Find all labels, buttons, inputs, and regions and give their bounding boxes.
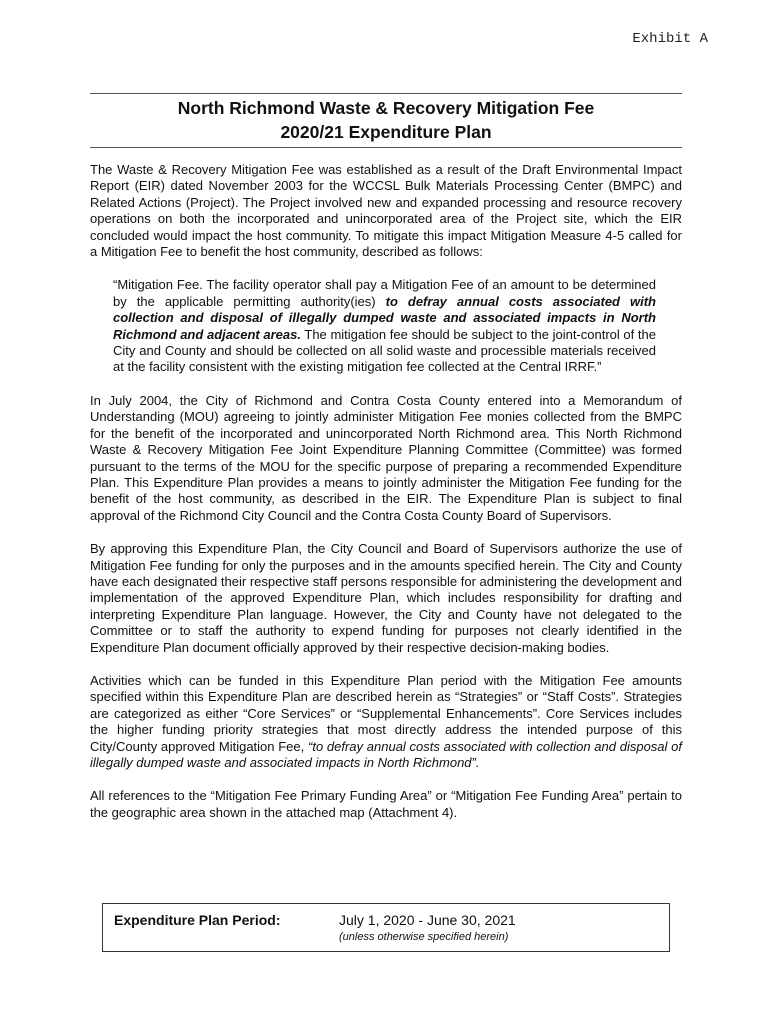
- title-line-2: 2020/21 Expenditure Plan: [280, 122, 492, 142]
- quote-emphasis: to defray annual costs associated with collection and disposal of illegally dumped waste and associated impacts in North Richmond and adjacent areas.: [113, 293, 656, 342]
- quote-text-1: “Mitigation Fee. The facility operator shall pay a Mitigation Fee of an amount to be determined by the applicable permitting authority(ies): [113, 277, 656, 309]
- paragraph-approval: By approving this Expenditure Plan, the City Council and Board of Supervisors authorize the use of Mitigation Fee funding for only the purposes and in the amounts specified herein. The City and County have each designated their respective staff persons responsible for administering the development and implementation of the approved Expenditure Plan, which includes responsibility for drafting and interpreting Expenditure Plan language. However, the City and County have not delegated to the Committee or to staff the authority to expend funding for purposes not clearly identified in the Expenditure Plan document officially approved by their respective decision-making bodies.: [90, 541, 682, 655]
- period-note: (unless otherwise specified herein): [339, 931, 509, 943]
- paragraph-mou: In July 2004, the City of Richmond and Contra Costa County entered into a Memorandum of Understanding (MOU) agreeing to jointly administer Mitigation Fee monies collected from the BMPC for the benefit of the incorporated and unincorporated North Richmond area. This North Richmond Waste & Recovery Mitigation Fee Joint Expenditure Planning Committee (Committee) was formed pursuant to the terms of the MOU for the specific purpose of preparing a recommended Expenditure Plan. This Expenditure Plan provides a means to jointly administer the Mitigation Fee funding for the benefit of the host community, as described in the EIR. The Expenditure Plan is subject to final approval of the Richmond City Council and the Contra Costa County Board of Supervisors.: [90, 392, 682, 523]
- top-rule: [90, 93, 682, 94]
- title-line-1: North Richmond Waste & Recovery Mitigation Fee: [177, 98, 595, 118]
- activities-italic: “to defray annual costs associated with collection and disposal of illegally dumped waste and associated impacts in North Richmond”.: [90, 738, 682, 770]
- quote-text-2: The mitigation fee should be subject to the joint-control of the City and County and should be collected on all solid waste and processible materials received at the facility consistent with the existing mitigation fee collected at the Central IRRF.”: [113, 326, 656, 375]
- paragraph-references: All references to the “Mitigation Fee Primary Funding Area” or “Mitigation Fee Funding Area” pertain to the geographic area shown in the attached map (Attachment 4).: [90, 788, 682, 820]
- exhibit-label: Exhibit A: [632, 31, 708, 47]
- document-title: [90, 96, 682, 148]
- block-quote: [113, 277, 656, 375]
- period-label: Expenditure Plan Period:: [114, 912, 281, 928]
- document-body: [90, 162, 682, 838]
- expenditure-period-box: [102, 903, 670, 952]
- activities-text: Activities which can be funded in this Expenditure Plan period with the Mitigation Fee amounts specified within this Expenditure Plan are described herein as “Strategies” or “Staff Costs”. Strategies are categorized as either “Core Services” or “Supplemental Enhancements”. Core Services includes the higher funding priority strategies that most directly address the intended purpose of this City/County approved Mitigation Fee,: [90, 672, 682, 754]
- paragraph-intro: The Waste & Recovery Mitigation Fee was established as a result of the Draft Environmental Impact Report (EIR) dated November 2003 for the WCCSL Bulk Materials Processing Center (BMPC) and Related Actions (Project). The Project involved new and expanded processing and resource recovery operations on both the incorporated and unincorporated area of the Project site, which the EIR concluded would impact the host community. To mitigate this impact Mitigation Measure 4-5 called for a Mitigation Fee to benefit the host community, described as follows:: [90, 162, 682, 260]
- period-value: July 1, 2020 - June 30, 2021: [339, 912, 516, 928]
- paragraph-activities: [90, 673, 682, 771]
